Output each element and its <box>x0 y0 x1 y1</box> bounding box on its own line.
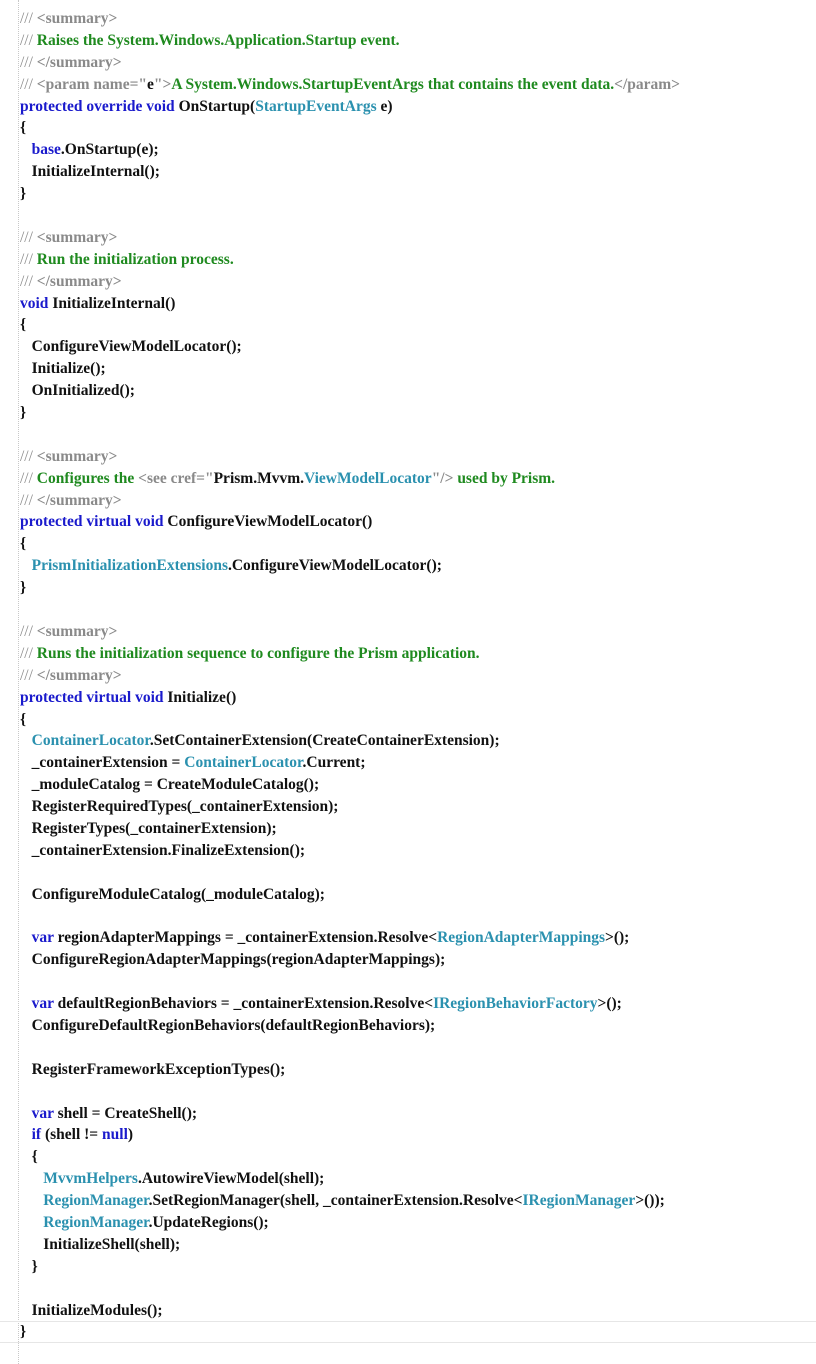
code-token-doctag: <summary> <box>36 447 118 465</box>
code-token-plain <box>20 141 32 158</box>
code-token-plain: .SetContainerExtension(CreateContainerExtension); <box>149 732 500 750</box>
code-token-type: ViewModelLocator <box>303 469 432 487</box>
code-line[interactable] <box>20 1081 680 1103</box>
code-token-commentmark: /// <box>20 644 37 662</box>
code-token-plain <box>20 1126 32 1143</box>
code-token-plain: } <box>20 1257 38 1275</box>
code-line[interactable] <box>20 8 680 30</box>
code-token-comment: Run the initialization process. <box>36 250 234 268</box>
code-line[interactable] <box>20 993 680 1015</box>
code-line[interactable] <box>20 1212 680 1234</box>
code-token-type: PrismInitializationExtensions <box>31 557 228 575</box>
code-token-type: RegionManager <box>43 1213 149 1231</box>
code-token-plain: .Current; <box>302 754 366 772</box>
code-token-plain <box>20 1170 43 1187</box>
code-line[interactable] <box>20 1146 680 1168</box>
code-token-plain: InitializeShell(shell); <box>20 1235 181 1253</box>
code-token-plain: } <box>20 404 27 422</box>
code-token-commentmark: /// <box>20 469 37 487</box>
code-token-plain <box>20 732 32 749</box>
code-token-type: RegionManager <box>43 1192 149 1210</box>
code-token-doctag: </summary> <box>36 272 122 290</box>
code-token-plain <box>20 557 32 574</box>
code-token-plain: } <box>20 185 27 203</box>
code-token-plain: RegisterTypes(_containerExtension); <box>20 819 277 837</box>
code-line[interactable] <box>20 249 680 271</box>
code-token-keyword: var <box>31 995 58 1013</box>
code-token-keyword: protected virtual void <box>20 688 168 706</box>
code-line[interactable] <box>20 796 680 818</box>
code-line[interactable] <box>20 949 680 971</box>
code-line[interactable] <box>20 205 680 227</box>
code-token-comment: Configures the <box>36 469 139 487</box>
code-line[interactable] <box>20 314 680 336</box>
code-line[interactable] <box>20 906 680 928</box>
code-token-plain: e <box>147 75 154 93</box>
code-token-doctag: <summary> <box>36 228 118 246</box>
code-line[interactable] <box>20 774 680 796</box>
code-token-keyword: null <box>102 1126 128 1144</box>
code-token-plain: .SetRegionManager(shell, _containerExtension.Resolve< <box>148 1192 523 1210</box>
code-line[interactable] <box>20 1037 680 1059</box>
code-token-plain <box>20 1105 32 1122</box>
code-line[interactable] <box>20 927 680 949</box>
code-token-doctag: "> <box>153 75 172 93</box>
code-line[interactable] <box>20 971 680 993</box>
code-line[interactable] <box>20 117 680 139</box>
code-token-doctag: "/> <box>431 469 454 487</box>
code-token-plain: Initialize(); <box>20 360 106 378</box>
code-line[interactable] <box>20 1103 680 1125</box>
code-token-doctag: </param> <box>614 75 681 93</box>
code-token-doctag: <summary> <box>36 10 118 27</box>
code-line[interactable] <box>20 1124 680 1146</box>
code-line[interactable] <box>20 818 680 840</box>
code-token-plain: _moduleCatalog = CreateModuleCatalog(); <box>20 776 320 794</box>
code-line[interactable] <box>20 336 680 358</box>
code-token-plain: >()); <box>635 1192 665 1210</box>
code-token-plain <box>20 929 32 946</box>
code-token-keyword: if <box>31 1126 45 1144</box>
code-token-plain: RegisterFrameworkExceptionTypes(); <box>20 1060 286 1078</box>
code-token-plain: ConfigureModuleCatalog(_moduleCatalog); <box>20 885 325 903</box>
code-line[interactable] <box>20 490 680 512</box>
code-line[interactable] <box>20 96 680 118</box>
code-line[interactable] <box>20 1321 680 1343</box>
code-token-plain: InitializeModules(); <box>20 1301 163 1319</box>
code-token-plain: Initialize() <box>167 688 237 706</box>
code-token-commentmark: /// <box>20 75 37 93</box>
code-token-plain: } <box>20 579 27 597</box>
code-token-plain: >(); <box>597 995 622 1013</box>
code-token-type: RegionAdapterMappings <box>437 929 606 947</box>
code-line[interactable] <box>20 380 680 402</box>
code-token-plain: (shell != <box>44 1126 103 1144</box>
code-token-plain: } <box>20 1323 27 1341</box>
code-token-plain: ConfigureViewModelLocator() <box>167 513 373 531</box>
code-token-plain: { <box>20 535 27 553</box>
code-token-commentmark: /// <box>20 250 37 268</box>
code-line[interactable] <box>20 402 680 424</box>
code-token-plain: shell = CreateShell(); <box>57 1104 198 1122</box>
code-line[interactable] <box>20 424 680 446</box>
code-token-plain: RegisterRequiredTypes(_containerExtension); <box>20 798 339 816</box>
code-line[interactable] <box>20 1015 680 1037</box>
code-line[interactable] <box>20 446 680 468</box>
code-line[interactable] <box>20 533 680 555</box>
code-token-plain: e) <box>376 97 393 115</box>
code-token-commentmark: /// <box>20 53 37 71</box>
code-line[interactable] <box>20 687 680 709</box>
code-token-plain: .UpdateRegions(); <box>148 1213 269 1231</box>
code-line[interactable] <box>20 1190 680 1212</box>
code-token-doctag: </summary> <box>36 666 122 684</box>
code-line[interactable] <box>20 730 680 752</box>
code-line[interactable] <box>20 1256 680 1278</box>
code-token-comment: Raises the System.Windows.Application.Startup event. <box>36 31 400 49</box>
code-token-doctag: <param name=" <box>36 75 148 93</box>
code-line[interactable] <box>20 468 680 490</box>
code-line[interactable] <box>20 621 680 643</box>
code-token-commentmark: /// <box>20 31 37 49</box>
indent-guide <box>18 0 19 1364</box>
code-token-commentmark: /// <box>20 666 37 684</box>
code-token-type: StartupEventArgs <box>255 97 377 115</box>
code-token-type: MvvmHelpers <box>43 1170 138 1188</box>
code-token-comment: A System.Windows.StartupEventArgs that contains the event data. <box>171 75 615 93</box>
code-token-plain: OnStartup( <box>178 97 256 115</box>
code-line[interactable] <box>20 183 680 205</box>
code-line[interactable] <box>20 1300 680 1322</box>
code-token-keyword: protected virtual void <box>20 513 168 531</box>
code-token-keyword: void <box>20 294 53 312</box>
code-line[interactable] <box>20 1059 680 1081</box>
code-token-plain: { <box>20 1148 38 1166</box>
code-token-plain: { <box>20 119 27 137</box>
code-line[interactable] <box>20 577 680 599</box>
code-token-plain: OnInitialized(); <box>20 382 135 400</box>
code-line[interactable] <box>20 752 680 774</box>
code-token-commentmark: /// <box>20 10 37 27</box>
code-line[interactable] <box>20 139 680 161</box>
code-token-plain <box>20 995 32 1012</box>
code-line[interactable] <box>20 74 680 96</box>
code-line[interactable] <box>20 884 680 906</box>
code-line[interactable] <box>20 52 680 74</box>
code-token-doctag: <summary> <box>36 622 118 640</box>
code-token-plain: ) <box>127 1126 134 1144</box>
code-line[interactable] <box>20 1278 680 1300</box>
code-token-plain: defaultRegionBehaviors = _containerExtension.Resolve< <box>57 995 434 1013</box>
code-token-keyword: protected override void <box>20 97 179 115</box>
code-line[interactable] <box>20 271 680 293</box>
code-token-type: ContainerLocator <box>31 732 150 750</box>
code-token-plain: ConfigureRegionAdapterMappings(regionAdapterMappings); <box>20 951 446 969</box>
code-token-plain: _containerExtension.FinalizeExtension(); <box>20 841 306 859</box>
code-token-type: ContainerLocator <box>184 754 303 772</box>
code-line[interactable] <box>20 511 680 533</box>
code-line[interactable] <box>20 862 680 884</box>
code-token-plain: { <box>20 316 27 334</box>
code-token-type: IRegionManager <box>522 1192 636 1210</box>
code-line[interactable] <box>20 161 680 183</box>
code-token-commentmark: /// <box>20 622 37 640</box>
code-token-keyword: var <box>31 929 58 947</box>
code-line[interactable] <box>20 555 680 577</box>
code-token-commentmark: /// <box>20 228 37 246</box>
code-token-plain: .AutowireViewModel(shell); <box>137 1170 325 1188</box>
code-token-commentmark: /// <box>20 491 37 509</box>
code-line[interactable] <box>20 30 680 52</box>
code-token-type: IRegionBehaviorFactory <box>433 995 598 1013</box>
code-line[interactable] <box>20 1168 680 1190</box>
code-token-plain: { <box>20 710 27 728</box>
code-token-comment: used by Prism. <box>453 469 556 487</box>
code-token-plain <box>20 1192 43 1209</box>
code-line[interactable] <box>20 358 680 380</box>
code-token-commentmark: /// <box>20 447 37 465</box>
code-line[interactable] <box>20 227 680 249</box>
code-line[interactable] <box>20 709 680 731</box>
code-token-plain <box>20 1214 43 1231</box>
code-line[interactable] <box>20 293 680 315</box>
code-token-commentmark: /// <box>20 272 37 290</box>
code-token-plain: _containerExtension = <box>20 754 185 772</box>
code-line[interactable] <box>20 665 680 687</box>
code-token-plain: Prism.Mvvm. <box>213 469 304 487</box>
code-line[interactable] <box>20 599 680 621</box>
code-line[interactable] <box>20 1234 680 1256</box>
code-token-plain: InitializeInternal(); <box>20 163 160 181</box>
code-token-plain: regionAdapterMappings = _containerExtension.Resolve< <box>57 929 438 947</box>
code-token-plain: >(); <box>605 929 630 947</box>
code-token-doctag: </summary> <box>36 53 122 71</box>
code-token-plain: ConfigureDefaultRegionBehaviors(defaultRegionBehaviors); <box>20 1016 436 1034</box>
code-token-plain: InitializeInternal() <box>52 294 176 312</box>
code-token-keyword: base <box>31 141 61 159</box>
code-lines[interactable] <box>20 8 680 1343</box>
code-line[interactable] <box>20 840 680 862</box>
code-token-comment: Runs the initialization sequence to configure the Prism application. <box>36 644 480 662</box>
code-token-plain: ConfigureViewModelLocator(); <box>20 338 242 356</box>
code-token-doctag: <see cref=" <box>138 469 214 487</box>
code-token-doctag: </summary> <box>36 491 122 509</box>
code-line[interactable] <box>20 643 680 665</box>
code-token-plain: .OnStartup(e); <box>60 141 159 159</box>
code-token-plain: .ConfigureViewModelLocator(); <box>227 557 442 575</box>
code-token-keyword: var <box>31 1104 58 1122</box>
